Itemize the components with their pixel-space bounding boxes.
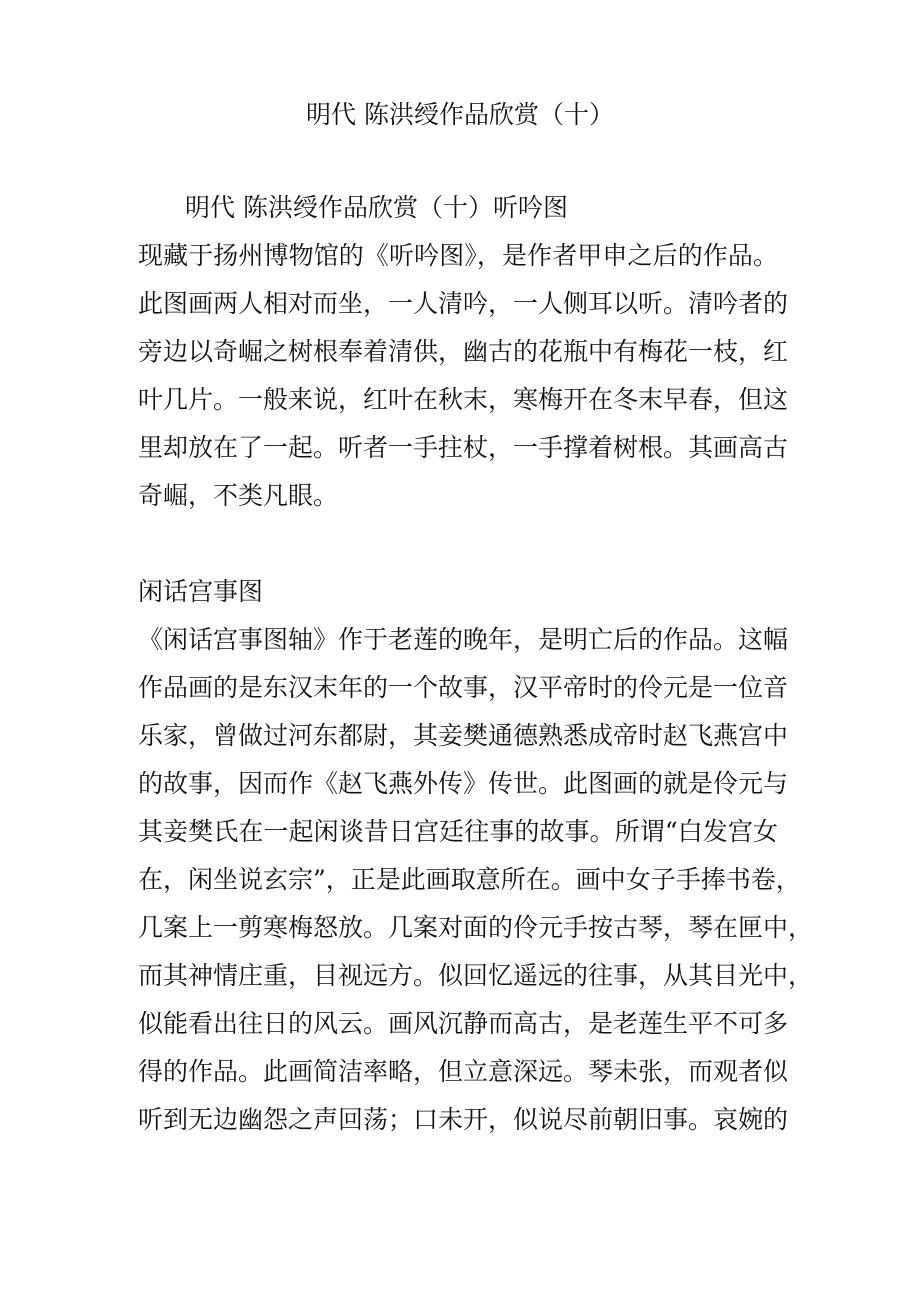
paragraph-line: 在，闲坐说玄宗”，正是此画取意所在。画中女子手捧书卷， — [138, 865, 801, 894]
paragraph-line: 其妾樊氏在一起闲谈昔日宫廷往事的故事。所谓“白发宫女 — [138, 817, 778, 846]
section-heading: 闲话宫事图 — [138, 577, 264, 606]
paragraph-line: 里却放在了一起。听者一手拄杖，一手撑着树根。其画高古 — [138, 433, 789, 462]
paragraph-line: 似能看出往日的风云。画风沉静而高古，是老莲生平不可多 — [138, 1009, 789, 1038]
paragraph-line: 听到无边幽怨之声回荡；口未开，似说尽前朝旧事。哀婉的 — [138, 1105, 789, 1134]
paragraph-line: 作品画的是东汉末年的一个故事，汉平帝时的伶元是一位音 — [138, 673, 789, 702]
paragraph-line: 旁边以奇崛之树根奉着清供，幽古的花瓶中有梅花一枝，红 — [138, 337, 789, 366]
paragraph-line: 此图画两人相对而坐，一人清吟，一人侧耳以听。清吟者的 — [138, 289, 789, 318]
paragraph-line: 的故事，因而作《赵飞燕外传》传世。此图画的就是伶元与 — [138, 769, 789, 798]
paragraph-line: 得的作品。此画简洁率略，但立意深远。琴未张，而观者似 — [138, 1057, 789, 1086]
paragraph-line: 而其神情庄重，目视远方。似回忆遥远的往事，从其目光中， — [138, 961, 814, 990]
paragraph-line: 叶几片。一般来说，红叶在秋末，寒梅开在冬末早春，但这 — [138, 385, 789, 414]
paragraph-line: 乐家，曾做过河东都尉，其妾樊通德熟悉成帝时赵飞燕宫中 — [138, 721, 789, 750]
paragraph-line: 现藏于扬州博物馆的《听吟图》，是作者甲申之后的作品。 — [138, 241, 778, 270]
paragraph-line: 《闲话宫事图轴》作于老莲的晚年，是明亡后的作品。这幅 — [138, 625, 789, 654]
document-title: 明代 陈洪绶作品欣赏（十） — [306, 100, 614, 129]
paragraph-line: 奇崛，不类凡眼。 — [138, 481, 339, 510]
paragraph-line: 几案上一剪寒梅怒放。几案对面的伶元手按古琴，琴在匣中， — [138, 913, 814, 942]
section-heading: 明代 陈洪绶作品欣赏（十）听吟图 — [185, 193, 568, 222]
